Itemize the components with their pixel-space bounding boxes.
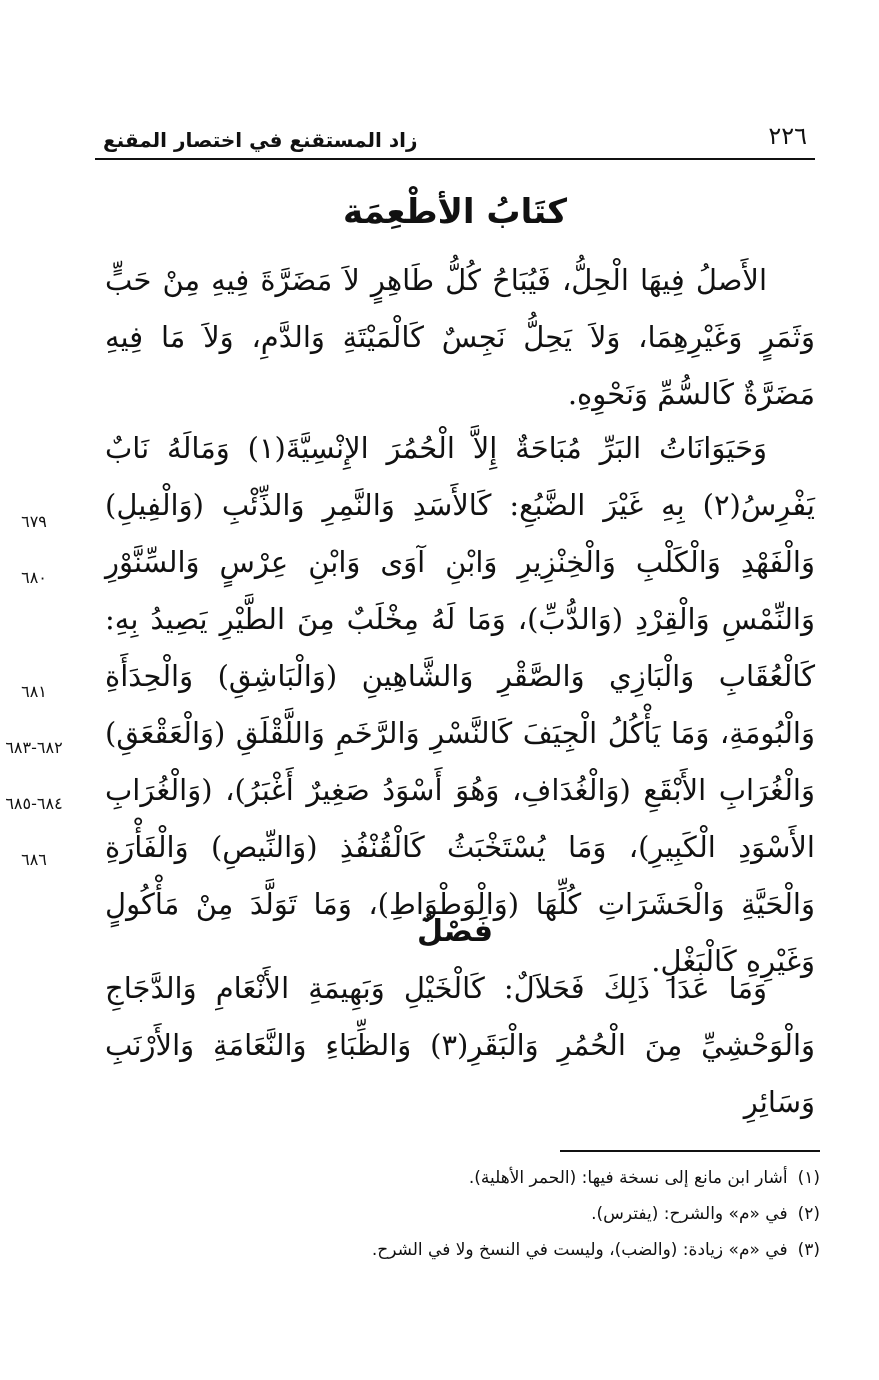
paragraph-text: الأَصلُ فِيهَا الْحِلُّ، فَيُبَاحُ كُلُّ طَاهِرٍ لاَ مَضَرَّةَ فِيهِ مِنْ حَبٍّ وَثَمَرٍ وَغَيْرِهِمَا، وَلاَ يَحِلُّ نَجِسٌ كَالْمَيْتَةِ وَالدَّمِ، وَلاَ مَا فِيهِ مَضَرَّةٌ كَالسُّمِّ وَنَحْوِهِ. <box>105 263 815 411</box>
paragraph-text: وَمَا عَدَا ذَلِكَ فَحَلاَلٌ: كَالْخَيْلِ وَبَهِيمَةِ الأَنْعَامِ وَالدَّجَاجِ وَالْوَحْشِيِّ مِنَ الْحُمُرِ وَالْبَقَرِ(٣) وَالظِّبَاءِ وَالنَّعَامَةِ وَالأَرْنَبِ وَسَائِرِ <box>105 971 816 1119</box>
page-header <box>95 118 815 160</box>
running-title: زاد المستقنع في اختصار المقنع <box>103 128 418 152</box>
footnote-number: (٢) <box>797 1204 820 1224</box>
section-title: فَصْلٌ <box>417 914 493 949</box>
footnote-text: أشار ابن مانع إلى نسخة فيها: (الحمر الأهلية). <box>468 1168 788 1188</box>
footnote <box>320 1232 820 1268</box>
page-number: ٢٢٦ <box>768 122 807 150</box>
footnote-text: في «م» والشرح: (يفترس). <box>591 1204 788 1224</box>
margin-note: ٦٨١ <box>21 682 47 701</box>
footnote <box>320 1160 820 1196</box>
footnote-divider <box>560 1150 820 1152</box>
paragraph-2 <box>105 420 815 990</box>
paragraph-1 <box>105 252 815 423</box>
margin-note: ٦٨٤-٦٨٥ <box>5 794 63 813</box>
paragraph-3 <box>105 960 815 1131</box>
paragraph-text: وَحَيَوَانَاتُ البَرِّ مُبَاحَةٌ إِلاَّ الْحُمُرَ الإِنْسِيَّةَ(١) وَمَالَهُ نَابٌ يَفْرِسُ(٢) بِهِ غَيْرَ الضَّبُعِ: كَالأَسَدِ وَالنَّمِرِ وَالذِّئْبِ (وَالْفِيلِ) وَالْفَهْدِ وَالْكَلْبِ وَالْخِنْزِيرِ وَابْنِ آوَى وَابْنِ عِرْسٍ وَالسِّنَّوْرِ وَالنِّمْسِ وَالْقِرْدِ (وَالدُّبِّ)، وَمَا لَهُ مِخْلَبٌ مِنَ الطَّيْرِ يَصِيدُ بِهِ: كَالْعُقَابِ وَالْبَازِي وَالصَّقْرِ وَالشَّاهِينِ (وَالْبَاشِقِ) وَالْحِدَأَةِ وَالْبُومَةِ، وَمَا يَأْكُلُ الْجِيَفَ كَالنَّسْرِ وَالرَّخَمِ وَاللَّقْلَقِ (وَالْعَقْعَقِ) وَالْغُرَابِ الأَبْقَعِ (وَالْغُدَافِ، وَهُوَ أَسْوَدُ صَغِيرٌ أَغْبَرُ)، (وَالْغُرَابِ الأَسْوَدِ الْكَبِيرِ)، وَمَا يُسْتَخْبَثُ كَالْقُنْفُذِ (وَالنِّيصِ) وَالْفَأْرَةِ وَالْحَيَّةِ وَالْحَشَرَاتِ كُلِّهَا (وَالْوَطْوَاطِ)، وَمَا تَوَلَّدَ مِنْ مَأْكُولٍ وَغَيْرِهِ كَالْبَغْلِ. <box>105 431 815 978</box>
margin-note: ٦٨٢-٦٨٣ <box>5 738 63 757</box>
margin-note: ٦٨٦ <box>21 850 47 869</box>
footnote-number: (٣) <box>797 1240 820 1260</box>
footnote-text: في «م» زيادة: (والضب)، وليست في النسخ ولا في الشرح. <box>371 1240 788 1260</box>
margin-note: ٦٧٩ <box>21 512 47 531</box>
footnotes <box>320 1160 820 1268</box>
margin-note: ٦٨٠ <box>21 568 47 587</box>
footnote <box>320 1196 820 1232</box>
chapter-title: كتَابُ الأطْعِمَة <box>342 192 568 232</box>
footnote-number: (١) <box>797 1168 820 1188</box>
